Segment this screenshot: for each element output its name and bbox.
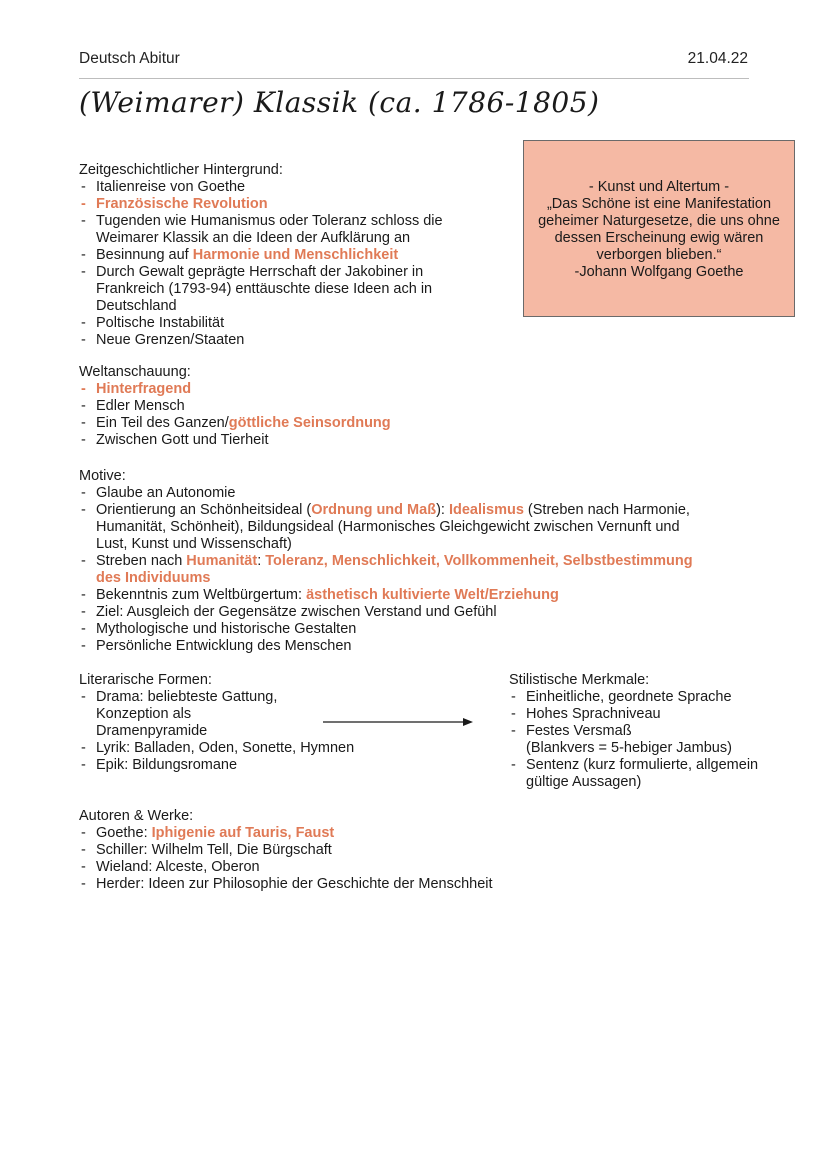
list-item: - Bekenntnis zum Weltbürgertum: ästhetisch kultivierte Welt/Erziehung xyxy=(79,587,759,604)
list-item: - Sentenz (kurz formulierte, allgemein gültige Aussagen) xyxy=(509,757,809,791)
merkmale-list xyxy=(509,689,809,791)
list-item: - Französische Revolution xyxy=(79,196,509,213)
hintergrund-list xyxy=(79,179,509,349)
list-item: - Ziel: Ausgleich der Gegensätze zwischen Verstand und Gefühl xyxy=(79,604,759,621)
list-item: - Durch Gewalt geprägte Herrschaft der Jakobiner in Frankreich (1793-94) enttäuschte diese Ideen ach in Deutschland xyxy=(79,264,509,315)
list-item: - Herder: Ideen zur Philosophie der Geschichte der Menschheit xyxy=(79,876,679,893)
list-item: - Drama: beliebteste Gattung, Konzeption als Dramenpyramide xyxy=(79,689,409,740)
list-item: - Besinnung auf Harmonie und Menschlichkeit xyxy=(79,247,509,264)
section-heading: Autoren & Werke: xyxy=(79,808,194,824)
section-heading: Literarische Formen: xyxy=(79,672,212,688)
list-item: - Wieland: Alceste, Oberon xyxy=(79,859,679,876)
quote-line: geheimer Naturgesetze, die uns ohne xyxy=(538,213,780,229)
section-heading: Stilistische Merkmale: xyxy=(509,672,650,688)
list-item: - Goethe: Iphigenie auf Tauris, Faust xyxy=(79,825,679,842)
arrow-right-icon xyxy=(323,716,473,728)
list-item: - Edler Mensch xyxy=(79,398,509,415)
list-item: - Einheitliche, geordnete Sprache xyxy=(509,689,809,706)
list-item: - Mythologische und historische Gestalten xyxy=(79,621,759,638)
section-merkmale xyxy=(509,672,809,791)
list-item: - Persönliche Entwicklung des Menschen xyxy=(79,638,759,655)
header-divider xyxy=(79,78,749,79)
list-item: - Italienreise von Goethe xyxy=(79,179,509,196)
list-item: - Lyrik: Balladen, Oden, Sonette, Hymnen xyxy=(79,740,409,757)
weltanschauung-list xyxy=(79,381,509,449)
quote-line: - Kunst und Altertum - xyxy=(588,179,730,195)
quote-line: -Johann Wolfgang Goethe xyxy=(574,264,744,280)
header-subject: Deutsch Abitur xyxy=(79,50,180,67)
section-motive xyxy=(79,468,759,655)
list-item: - Schiller: Wilhelm Tell, Die Bürgschaft xyxy=(79,842,679,859)
section-heading: Weltanschauung: xyxy=(79,364,191,380)
header-date: 21.04.22 xyxy=(687,50,748,67)
list-item: - Streben nach Humanität: Toleranz, Menschlichkeit, Vollkommenheit, Selbstbestimmung des Individuums xyxy=(79,553,759,587)
list-item: - Hinterfragend xyxy=(79,381,509,398)
quote-box xyxy=(523,140,795,317)
quote-line: dessen Erscheinung ewig wären xyxy=(554,230,764,246)
list-item: - Ein Teil des Ganzen/göttliche Seinsordnung xyxy=(79,415,509,432)
motive-list xyxy=(79,485,759,655)
list-item: - Neue Grenzen/Staaten xyxy=(79,332,509,349)
list-item: - Festes Versmaß (Blankvers = 5-hebiger Jambus) xyxy=(509,723,809,757)
page-title: (Weimarer) Klassik (ca. 1786-1805) xyxy=(79,86,600,119)
quote-line: verborgen blieben.“ xyxy=(596,247,722,263)
formen-list xyxy=(79,689,409,774)
section-autoren xyxy=(79,808,679,893)
list-item: - Orientierung an Schönheitsideal (Ordnung und Maß): Idealismus (Streben nach Harmonie, Humanität, Schönheit), Bildungsideal (Harmonisches Gleichgewicht zwischen Vernunft und Lust, Kunst und Wissenschaft) xyxy=(79,502,759,553)
quote-line: „Das Schöne ist eine Manifestation xyxy=(546,196,772,212)
list-item: - Epik: Bildungsromane xyxy=(79,757,409,774)
section-weltanschauung xyxy=(79,364,509,449)
autoren-list xyxy=(79,825,679,893)
list-item: - Glaube an Autonomie xyxy=(79,485,759,502)
list-item: - Hohes Sprachniveau xyxy=(509,706,809,723)
section-heading: Zeitgeschichtlicher Hintergrund: xyxy=(79,162,283,178)
list-item: - Zwischen Gott und Tierheit xyxy=(79,432,509,449)
section-hintergrund xyxy=(79,162,509,349)
section-heading: Motive: xyxy=(79,468,126,484)
list-item: - Poltische Instabilität xyxy=(79,315,509,332)
list-item: - Tugenden wie Humanismus oder Toleranz schloss die Weimarer Klassik an die Ideen der Aufklärung an xyxy=(79,213,509,247)
